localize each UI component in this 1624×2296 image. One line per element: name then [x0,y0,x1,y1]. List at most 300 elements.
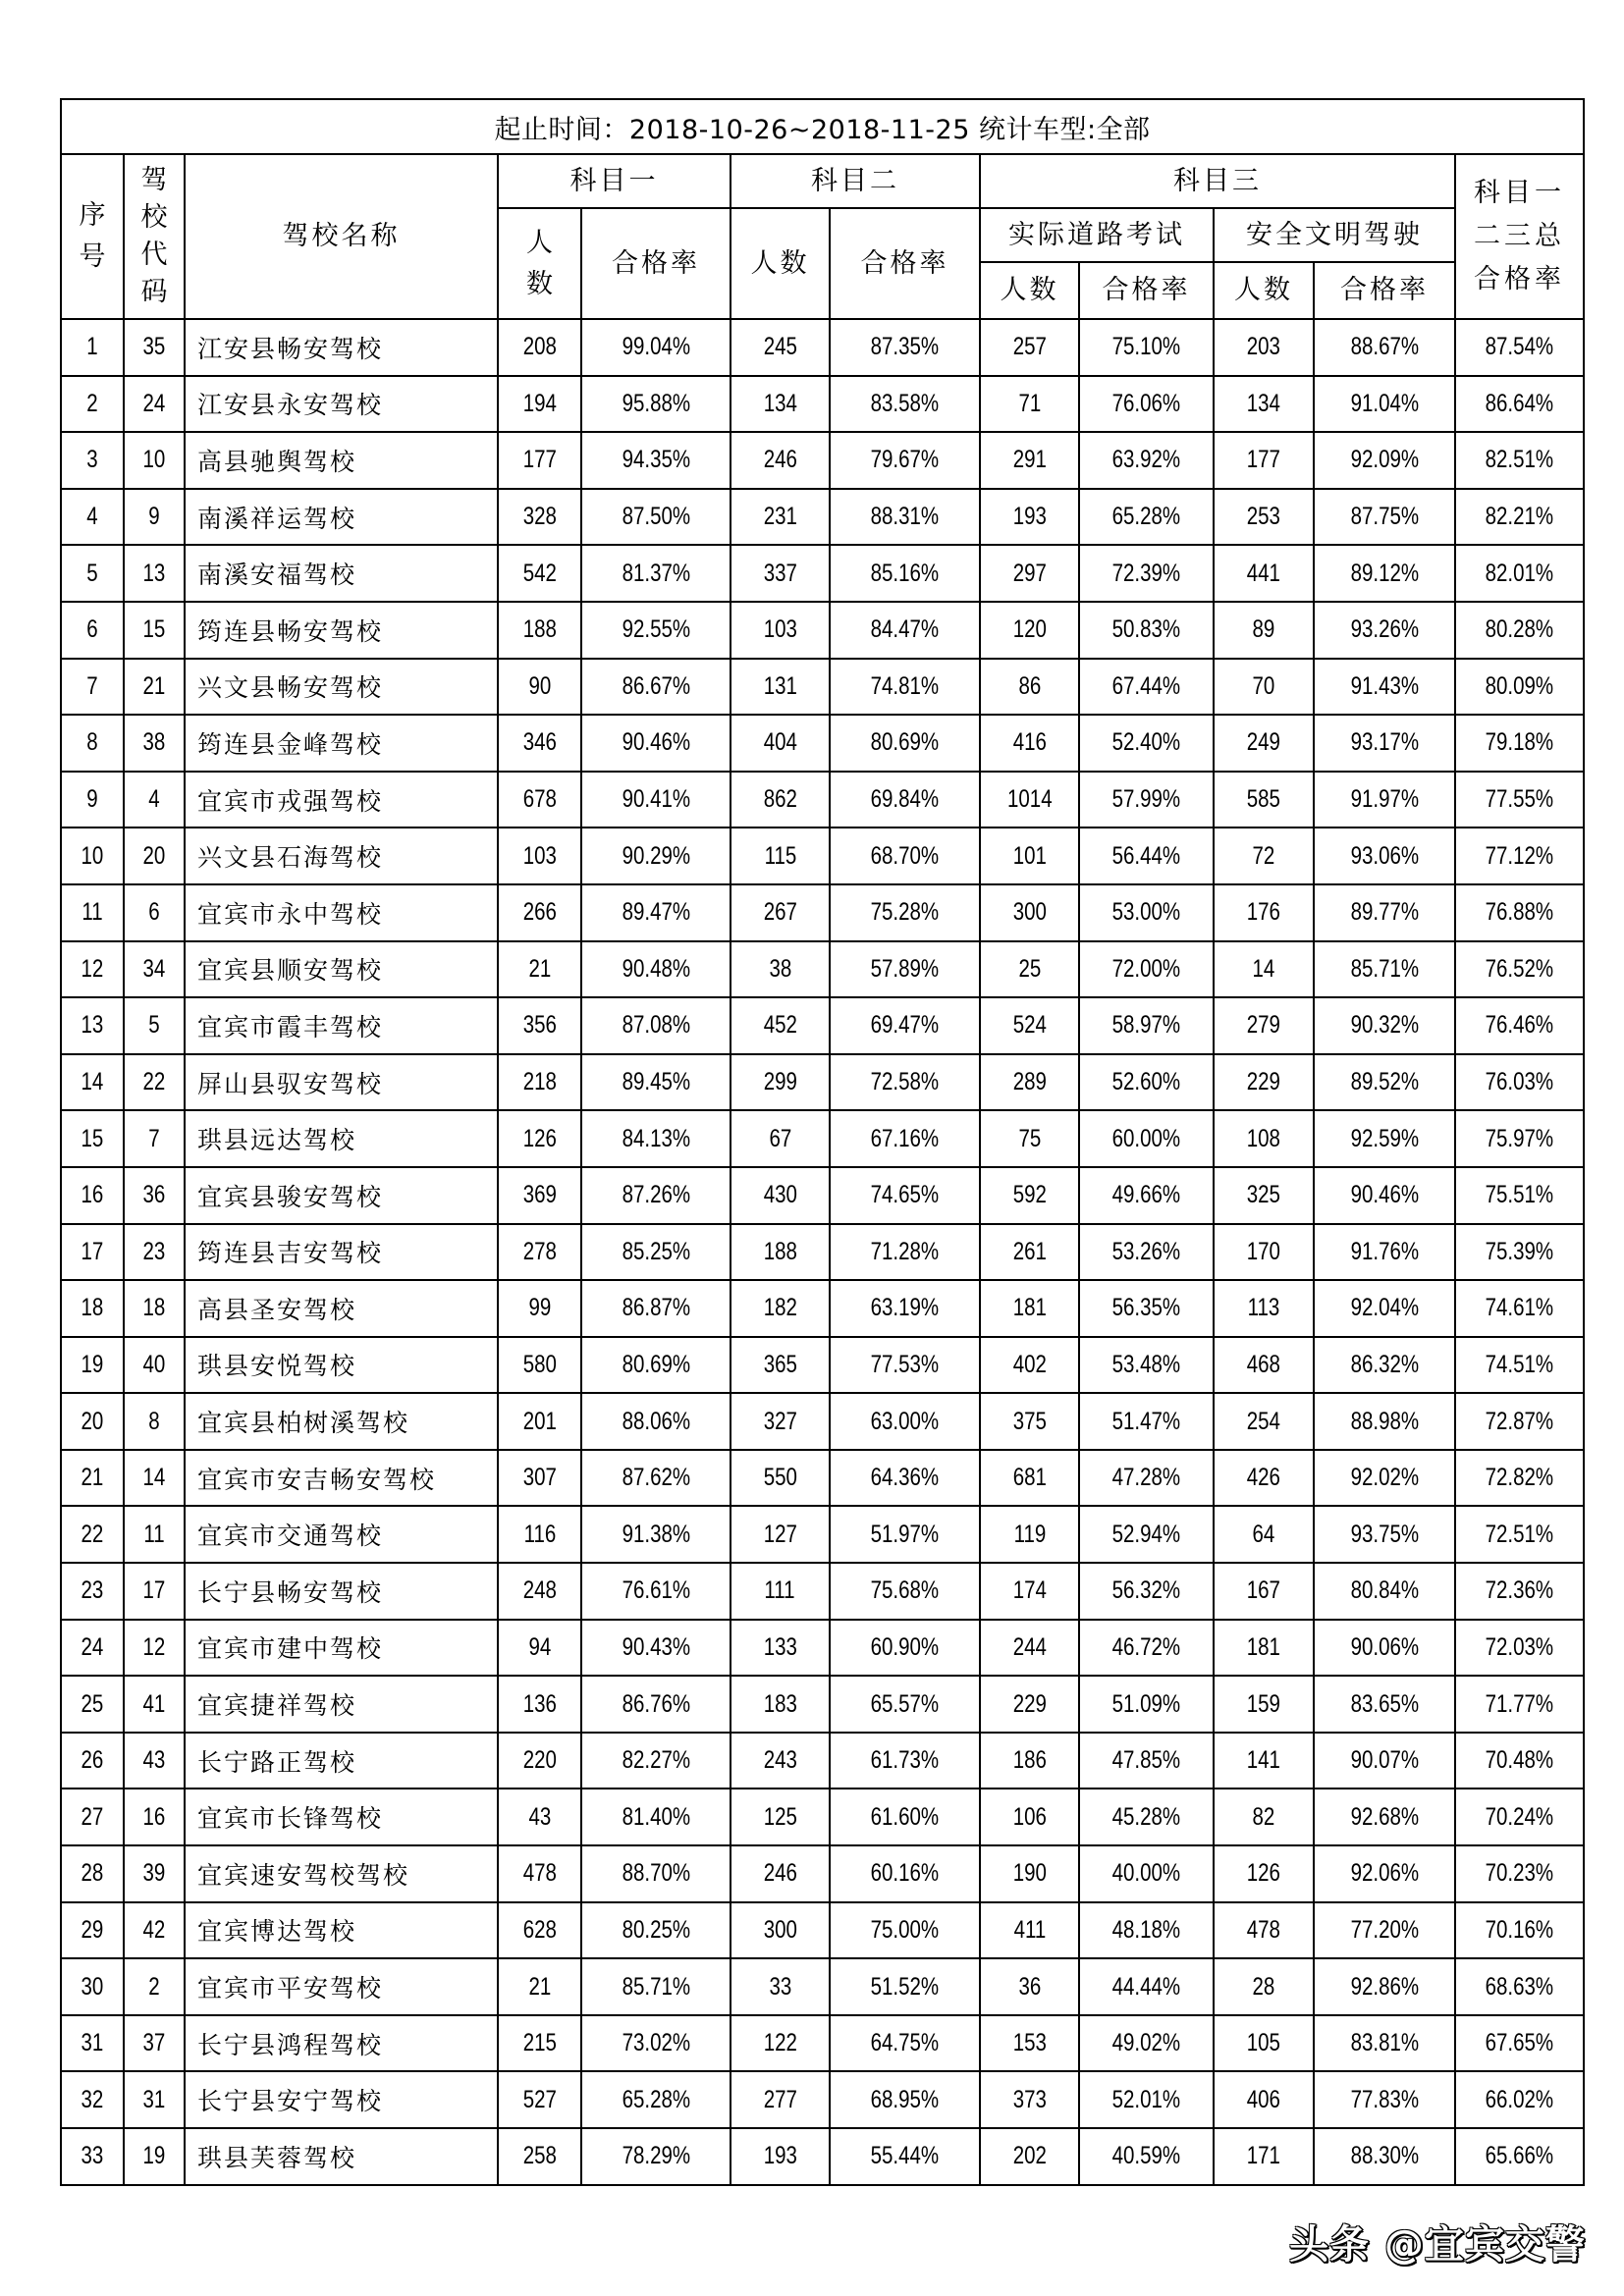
cell-value: 113 [1247,1294,1280,1322]
cell-s1-rate [581,2071,731,2128]
cell-s1-count [498,1676,581,1733]
cell-value: 134 [1246,389,1281,417]
cell-value: 46.72% [1111,1632,1181,1661]
cell-value: 85.71% [622,1972,690,2001]
cell-total-rate [1455,1958,1584,2015]
cell-s2-rate [830,2015,980,2072]
cell-seq [61,2071,124,2128]
cell-safe-rate [1314,2015,1455,2072]
cell-value: 6 [148,898,160,927]
cell-value: 82.01% [1485,559,1554,587]
cell-safe-rate [1314,602,1455,659]
cell-safe-rate [1314,1393,1455,1450]
cell-value: 12 [142,1632,166,1661]
cell-s2-rate [830,1224,980,1281]
cell-s1-count [498,2071,581,2128]
cell-name: 长宁县安宁驾校 [185,2071,498,2128]
cell-value: 307 [522,1464,557,1492]
cell-value: 103 [763,615,797,644]
cell-value: 325 [1246,1181,1281,1209]
cell-value: 33 [81,2142,104,2170]
cell-seq [61,602,124,659]
header-s1-count-label: 人数 [526,227,556,299]
cell-name: 珙县安悦驾校 [185,1337,498,1394]
cell-s2-rate [830,1845,980,1902]
cell-safe-rate [1314,1902,1455,1959]
cell-safe-rate [1314,715,1455,772]
cell-value: 31 [142,2085,166,2113]
cell-total-rate [1455,884,1584,941]
cell-value: 19 [142,2142,166,2170]
cell-safe-rate [1314,1563,1455,1620]
cell-road-count [980,1167,1079,1224]
cell-value: 68.63% [1485,1972,1554,2001]
cell-s1-count [498,1280,581,1337]
cell-value: 186 [1012,1746,1047,1775]
cell-value: 14 [1252,954,1275,983]
cell-value: 245 [763,333,797,361]
cell-road-rate [1079,545,1214,602]
cell-safe-count [1214,1224,1314,1281]
cell-value: 72.03% [1485,1632,1554,1661]
cell-value: 328 [522,503,557,531]
cell-value: 68.95% [870,2085,940,2113]
cell-value: 49.66% [1111,1181,1181,1209]
cell-road-rate [1079,1902,1214,1959]
cell-total-rate [1455,2128,1584,2185]
cell-seq [61,659,124,716]
cell-value: 16 [81,1181,104,1209]
cell-s2-count [731,2071,830,2128]
cell-s2-count [731,602,830,659]
cell-name: 宜宾博达驾校 [185,1902,498,1959]
cell-seq [61,1845,124,1902]
cell-value: 300 [763,1915,797,1944]
cell-s1-rate [581,1393,731,1450]
cell-value: 86.64% [1485,389,1554,417]
cell-road-count [980,1054,1079,1111]
cell-s1-count [498,1789,581,1845]
cell-seq [61,376,124,433]
cell-value: 254 [1246,1407,1281,1435]
cell-code [124,602,185,659]
cell-value: 78.29% [622,2142,690,2170]
pass-rate-table-sheet [60,98,1583,2186]
cell-road-count [980,2015,1079,2072]
table-row [61,1224,1584,1281]
cell-total-rate [1455,715,1584,772]
cell-code [124,432,185,489]
cell-road-count [980,1676,1079,1733]
cell-name: 兴文县畅安驾校 [185,659,498,716]
table-row [61,1676,1584,1733]
cell-value: 60.16% [870,1859,940,1888]
cell-code [124,1393,185,1450]
cell-road-rate [1079,1337,1214,1394]
cell-value: 243 [763,1746,797,1775]
cell-seq [61,997,124,1054]
cell-s1-rate [581,1506,731,1563]
cell-value: 229 [1012,1689,1047,1718]
cell-value: 89.47% [622,898,690,927]
cell-safe-count [1214,2015,1314,2072]
cell-name: 长宁县畅安驾校 [185,1563,498,1620]
cell-name: 长宁县鸿程驾校 [185,2015,498,2072]
cell-s2-count [731,1337,830,1394]
cell-s1-rate [581,319,731,376]
cell-safe-rate [1314,2128,1455,2185]
cell-value: 60.00% [1111,1124,1181,1152]
cell-s1-count [498,715,581,772]
cell-safe-count [1214,1280,1314,1337]
table-row [61,2128,1584,2185]
cell-s1-count [498,1620,581,1677]
cell-value: 56.44% [1111,841,1181,870]
cell-value: 85.71% [1350,954,1419,983]
cell-safe-count [1214,884,1314,941]
cell-value: 291 [1012,446,1047,474]
cell-road-rate [1079,1676,1214,1733]
cell-value: 70.24% [1485,1802,1554,1831]
cell-name: 宜宾县柏树溪驾校 [185,1393,498,1450]
cell-value: 193 [763,2142,797,2170]
cell-value: 365 [763,1350,797,1378]
cell-s1-rate [581,884,731,941]
cell-value: 89.12% [1350,559,1419,587]
cell-value: 34 [142,954,166,983]
cell-value: 171 [1246,2142,1281,2170]
cell-value: 93.06% [1350,841,1419,870]
cell-road-count [980,1110,1079,1167]
cell-value: 72.00% [1111,954,1181,983]
cell-s1-rate [581,545,731,602]
table-row [61,884,1584,941]
cell-value: 249 [1246,728,1281,757]
cell-value: 90.32% [1350,1011,1419,1040]
cell-value: 52.94% [1111,1520,1181,1548]
cell-s1-count [498,376,581,433]
cell-seq [61,1620,124,1677]
cell-value: 75.51% [1485,1181,1554,1209]
cell-seq [61,884,124,941]
cell-value: 87.35% [870,333,940,361]
cell-total-rate [1455,1506,1584,1563]
cell-value: 12 [81,954,104,983]
cell-s1-count [498,997,581,1054]
cell-value: 51.97% [870,1520,940,1548]
cell-value: 67.65% [1485,2029,1554,2057]
cell-seq [61,1676,124,1733]
cell-seq [61,2015,124,2072]
cell-s1-count [498,2128,581,2185]
cell-value: 278 [522,1237,557,1265]
cell-name: 宜宾市戎强驾校 [185,772,498,828]
cell-total-rate [1455,1450,1584,1507]
cell-value: 115 [764,841,796,870]
cell-s2-count [731,941,830,998]
watermark: 头条 @宜宾交警 [1289,2222,1586,2268]
cell-value: 87.26% [622,1181,690,1209]
cell-s1-rate [581,1563,731,1620]
cell-code [124,1789,185,1845]
cell-road-count [980,432,1079,489]
cell-total-rate [1455,602,1584,659]
cell-value: 43 [142,1746,166,1775]
cell-value: 75.28% [870,898,940,927]
cell-name: 宜宾捷祥驾校 [185,1676,498,1733]
cell-seq [61,319,124,376]
cell-value: 7 [148,1124,160,1152]
table-row [61,997,1584,1054]
cell-value: 19 [81,1350,104,1378]
cell-code [124,376,185,433]
cell-code [124,1676,185,1733]
cell-value: 5 [86,559,98,587]
cell-value: 63.19% [870,1294,940,1322]
cell-value: 13 [142,559,166,587]
cell-value: 277 [763,2085,797,2113]
cell-value: 416 [1012,728,1047,757]
cell-value: 89.45% [622,1068,690,1096]
cell-s2-rate [830,602,980,659]
cell-road-rate [1079,602,1214,659]
cell-value: 65.66% [1485,2142,1554,2170]
cell-s2-rate [830,1620,980,1677]
cell-value: 77.53% [870,1350,940,1378]
cell-value: 53.00% [1111,898,1181,927]
cell-value: 176 [1246,898,1281,927]
cell-value: 9 [86,785,98,814]
cell-s1-rate [581,1450,731,1507]
cell-value: 56.35% [1111,1294,1181,1322]
table-row [61,1450,1584,1507]
cell-value: 72.39% [1111,559,1181,587]
cell-seq [61,1733,124,1789]
cell-value: 63.92% [1111,446,1181,474]
cell-s1-rate [581,1337,731,1394]
cell-road-rate [1079,715,1214,772]
cell-road-rate [1079,1789,1214,1845]
table-row [61,1280,1584,1337]
cell-value: 2 [86,389,98,417]
cell-code [124,319,185,376]
cell-value: 126 [522,1124,557,1152]
table-row [61,1393,1584,1450]
cell-code [124,1733,185,1789]
cell-value: 71.77% [1485,1689,1554,1718]
cell-value: 266 [522,898,557,927]
cell-value: 14 [81,1068,104,1096]
cell-value: 75.68% [870,1576,940,1605]
cell-road-rate [1079,432,1214,489]
cell-value: 32 [81,2085,104,2113]
cell-s2-rate [830,828,980,884]
cell-s2-count [731,1563,830,1620]
cell-code [124,489,185,546]
cell-value: 90 [528,671,551,700]
cell-value: 369 [522,1181,557,1209]
cell-value: 90.43% [622,1632,690,1661]
cell-s2-rate [830,545,980,602]
cell-value: 125 [763,1802,797,1831]
cell-value: 134 [763,389,797,417]
cell-code [124,545,185,602]
cell-value: 177 [522,446,557,474]
cell-value: 85.16% [870,559,940,587]
cell-value: 27 [81,1802,104,1831]
cell-s2-rate [830,432,980,489]
cell-name: 兴文县石海驾校 [185,828,498,884]
cell-safe-count [1214,941,1314,998]
cell-s1-rate [581,1167,731,1224]
cell-value: 69.47% [870,1011,940,1040]
cell-value: 57.89% [870,954,940,983]
cell-value: 21 [528,954,551,983]
cell-s1-count [498,1902,581,1959]
cell-value: 218 [522,1068,557,1096]
cell-value: 181 [1012,1294,1047,1322]
cell-value: 91.76% [1350,1237,1419,1265]
cell-safe-count [1214,545,1314,602]
table-row [61,1506,1584,1563]
cell-seq [61,828,124,884]
table-row [61,1054,1584,1111]
cell-value: 82 [1252,1802,1275,1831]
cell-value: 402 [1012,1350,1047,1378]
cell-s2-rate [830,1789,980,1845]
cell-value: 10 [81,841,104,870]
header-total-rate [1455,154,1584,319]
cell-road-rate [1079,1620,1214,1677]
cell-s1-rate [581,997,731,1054]
header-safe-count: 人数 [1214,262,1314,319]
cell-s1-rate [581,432,731,489]
cell-value: 38 [769,954,791,983]
cell-value: 75.10% [1111,333,1181,361]
cell-value: 18 [142,1294,166,1322]
cell-value: 231 [763,503,797,531]
cell-value: 90.46% [1350,1181,1419,1209]
cell-safe-rate [1314,1620,1455,1677]
cell-s2-rate [830,1393,980,1450]
cell-value: 194 [522,389,557,417]
cell-s1-rate [581,828,731,884]
cell-safe-count [1214,1450,1314,1507]
cell-s1-count [498,828,581,884]
cell-s1-count [498,772,581,828]
cell-value: 356 [522,1011,557,1040]
cell-value: 82.21% [1485,503,1554,531]
cell-total-rate [1455,1167,1584,1224]
cell-s1-rate [581,1845,731,1902]
cell-seq [61,1054,124,1111]
cell-name: 江安县畅安驾校 [185,319,498,376]
cell-name: 江安县永安驾校 [185,376,498,433]
cell-s2-count [731,1958,830,2015]
cell-s2-count [731,489,830,546]
cell-s1-rate [581,602,731,659]
cell-safe-count [1214,1167,1314,1224]
cell-value: 2 [148,1972,160,2001]
cell-value: 628 [522,1915,557,1944]
cell-value: 52.60% [1111,1068,1181,1096]
cell-value: 72.51% [1485,1520,1554,1548]
cell-value: 136 [522,1689,557,1718]
cell-s2-count [731,1676,830,1733]
cell-value: 50.83% [1111,615,1181,644]
cell-value: 41 [142,1689,166,1718]
cell-name: 宜宾市建中驾校 [185,1620,498,1677]
cell-value: 244 [1012,1632,1047,1661]
cell-value: 67 [769,1124,791,1152]
cell-name: 宜宾县骏安驾校 [185,1167,498,1224]
cell-value: 229 [1246,1068,1281,1096]
cell-s2-count [731,1450,830,1507]
cell-safe-count [1214,1958,1314,2015]
cell-road-count [980,772,1079,828]
cell-value: 131 [763,671,797,700]
cell-total-rate [1455,1224,1584,1281]
cell-s1-count [498,1393,581,1450]
cell-total-rate [1455,1902,1584,1959]
cell-code [124,884,185,941]
cell-s2-count [731,1054,830,1111]
cell-safe-rate [1314,432,1455,489]
cell-seq [61,1110,124,1167]
header-code-label: 驾校代码 [140,165,171,307]
cell-seq [61,2128,124,2185]
cell-code [124,1902,185,1959]
cell-value: 52.01% [1111,2085,1181,2113]
table-row [61,1110,1584,1167]
cell-value: 21 [528,1972,551,2001]
table-row [61,1789,1584,1845]
cell-safe-count [1214,319,1314,376]
cell-value: 220 [522,1746,557,1775]
cell-code [124,2015,185,2072]
cell-s1-count [498,884,581,941]
cell-value: 52.40% [1111,728,1181,757]
cell-s2-count [731,432,830,489]
cell-s2-count [731,1902,830,1959]
cell-safe-count [1214,997,1314,1054]
cell-road-count [980,1393,1079,1450]
cell-name: 高县圣安驾校 [185,1280,498,1337]
cell-value: 47.85% [1111,1746,1181,1775]
cell-road-rate [1079,659,1214,716]
cell-value: 82.51% [1485,446,1554,474]
cell-s2-count [731,884,830,941]
cell-total-rate [1455,659,1584,716]
cell-value: 13 [81,1011,104,1040]
cell-s1-rate [581,715,731,772]
cell-s2-count [731,1506,830,1563]
cell-safe-count [1214,602,1314,659]
cell-road-count [980,1280,1079,1337]
cell-safe-count [1214,1733,1314,1789]
cell-value: 61.60% [870,1802,940,1831]
cell-value: 202 [1012,2142,1047,2170]
cell-value: 53.48% [1111,1350,1181,1378]
cell-value: 55.44% [870,2142,940,2170]
cell-value: 88.98% [1350,1407,1419,1435]
cell-value: 36 [1018,1972,1041,2001]
cell-road-count [980,1845,1079,1902]
cell-value: 92.68% [1350,1802,1419,1831]
cell-s2-count [731,2015,830,2072]
cell-value: 248 [522,1576,557,1605]
cell-total-rate [1455,432,1584,489]
